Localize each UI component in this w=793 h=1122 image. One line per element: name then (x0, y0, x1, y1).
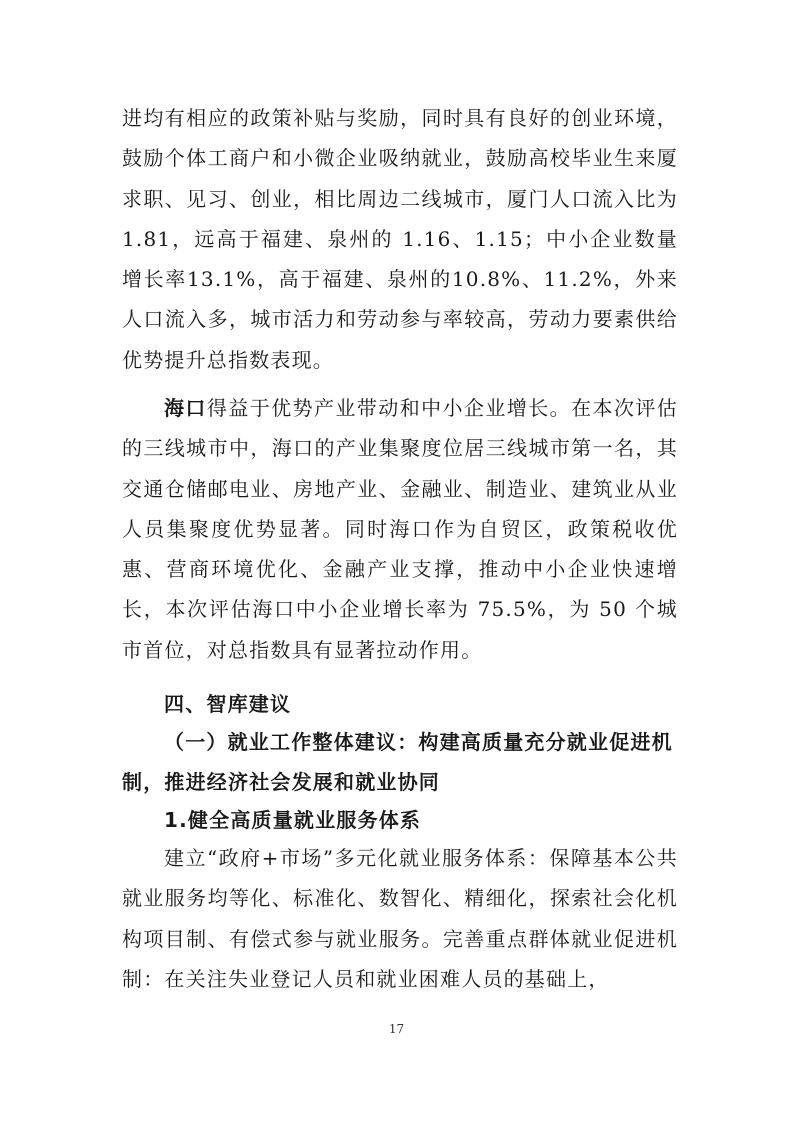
section-heading-think-tank-suggestions: 四、智库建议 (164, 692, 292, 716)
subsection-heading-overall-suggestions: （一）就业工作整体建议：构建高质量充分就业促进机制，推进经济社会发展和就业协同 (122, 730, 673, 795)
paragraph-haikou (122, 388, 678, 670)
page-number: 17 (388, 1022, 405, 1036)
paragraph-xiamen-continued: 进均有相应的政策补贴与奖励，同时具有良好的创业环境，鼓励个体工商户和小微企业吸纳就业，鼓励高校毕业生来厦求职、见习、创业，相比周边二线城市，厦门人口流入比为 1.81，远高于福建、泉州的 1.16、1.15；中小企业数量增长率13.1%，高于福建、泉州的10.8%、11.2%，外来人口流入多，城市活力和劳动参与率较高，劳动力要素供给优势提升总指数表现。 (122, 106, 678, 372)
item-heading-employment-service-system: 1.健全高质量就业服务体系 (164, 808, 422, 832)
paragraph-service-system: 建立“政府+市场”多元化就业服务体系：保障基本公共就业服务均等化、标准化、数智化、精细化，探索社会化机构项目制、有偿式参与就业服务。完善重点群体就业促进机制：在关注失业登记人员和就业困难人员的基础上， (122, 846, 678, 991)
haikou-lead-term: 海口 (164, 396, 207, 420)
haikou-body-text: 得益于优势产业带动和中小企业增长。在本次评估的三线城市中，海口的产业集聚度位居三线城市第一名，其交通仓储邮电业、房地产业、金融业、制造业、建筑业从业人员集聚度优势显著。同时海口作为自贸区，政策税收优惠、营商环境优化、金融产业支撑，推动中小企业快速增长，本次评估海口中小企业增长率为 75.5%，为 50 个城市首位，对总指数具有显著拉动作用。 (122, 396, 678, 662)
